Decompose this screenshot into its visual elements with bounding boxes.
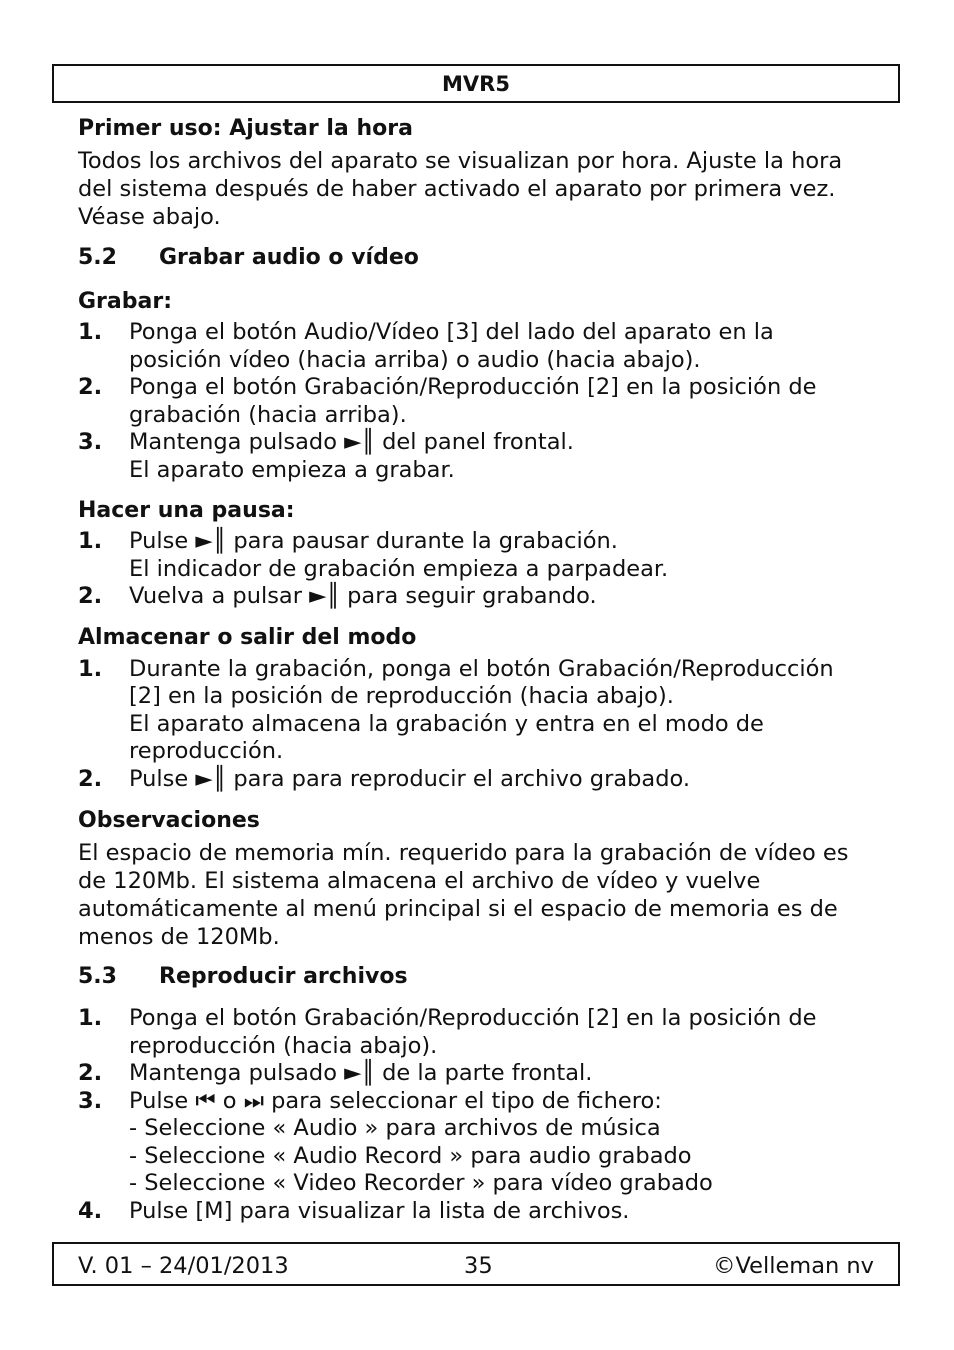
list-number: 4. [78,1197,103,1224]
list-item [78,319,878,374]
observaciones-paragraph [78,839,878,951]
section-number: 5.2 [78,245,117,270]
list-number: 3. [78,1087,103,1114]
reproducir-list [78,1005,878,1225]
list-text: Pulse ⏮ o ⏭ para seleccionar el tipo de fichero: [129,1087,662,1114]
pausa-list [78,528,878,611]
list-text: Mantenga pulsado ►║ de la parte frontal. [129,1060,593,1086]
section-5-3-heading [78,963,878,991]
paragraph-line: automáticamente al menú principal si el espacio de memoria es de [78,896,838,922]
paragraph-line: Véase abajo. [78,204,221,230]
list-item [78,1198,878,1226]
list-item [78,656,878,766]
list-number: 2. [78,1060,103,1086]
list-item [78,429,878,484]
footer-copyright: ©Velleman nv [712,1253,874,1279]
list-text: Ponga el botón Audio/Vídeo [3] del lado del aparato en la [129,319,774,345]
list-number: 1. [78,319,103,345]
grabar-heading: Grabar: [78,289,172,314]
list-text: Ponga el botón Grabación/Reproducción [2] en la posición de [129,1005,817,1031]
list-item [78,1088,878,1198]
header-box [52,64,900,103]
pausa-heading: Hacer una pausa: [78,498,295,523]
list-number: 2. [78,765,103,792]
almacenar-list [78,656,878,794]
footer-version: V. 01 – 24/01/2013 [78,1253,289,1279]
list-text: El indicador de grabación empieza a parpadear. [129,555,669,582]
paragraph-line: menos de 120Mb. [78,924,280,950]
list-number: 2. [78,374,103,400]
list-item [78,766,878,794]
list-text: grabación (hacia arriba). [129,401,407,428]
list-number: 1. [78,528,103,554]
list-text: Durante la grabación, ponga el botón Grabación/Reproducción [129,655,834,682]
list-text: reproducción (hacia abajo). [129,1032,438,1059]
paragraph-line: Todos los archivos del aparato se visualizan por hora. Ajuste la hora [78,148,843,174]
list-number: 1. [78,1005,103,1031]
almacenar-heading: Almacenar o salir del modo [78,624,417,650]
list-text: reproducción. [129,738,284,764]
primer-uso-paragraph [78,147,878,231]
page-number: 35 [464,1253,493,1279]
list-item [78,583,878,611]
section-title: Reproducir archivos [159,964,408,989]
list-item [78,1060,878,1088]
document-title: MVR5 [442,71,510,96]
list-text: El aparato empieza a grabar. [129,456,455,483]
list-text: Pulse ►║ para para reproducir el archivo grabado. [129,765,690,792]
footer-box [52,1242,900,1286]
list-item [78,374,878,429]
observaciones-heading: Observaciones [78,808,260,833]
list-text: Vuelva a pulsar ►║ para seguir grabando. [129,583,597,609]
list-text: posición vídeo (hacia arriba) o audio (hacia abajo). [129,346,701,373]
list-item [78,1005,878,1060]
list-number: 3. [78,429,103,455]
list-text: - Seleccione « Audio » para archivos de música [129,1115,661,1141]
list-text: - Seleccione « Audio Record » para audio grabado [129,1142,692,1169]
grabar-list [78,319,878,484]
section-5-2-heading [78,244,878,272]
list-text: [2] en la posición de reproducción (hacia abajo). [129,683,674,709]
list-text: Pulse ►║ para pausar durante la grabación. [129,528,618,554]
paragraph-line: del sistema después de haber activado el aparato por primera vez. [78,176,836,202]
paragraph-line: de 120Mb. El sistema almacena el archivo de vídeo y vuelve [78,868,761,894]
section-number: 5.3 [78,964,117,989]
list-item [78,528,878,583]
section-title: Grabar audio o vídeo [159,245,419,270]
list-text: Ponga el botón Grabación/Reproducción [2] en la posición de [129,374,817,400]
primer-uso-heading: Primer uso: Ajustar la hora [78,116,413,141]
list-number: 1. [78,655,103,682]
list-text: Mantenga pulsado ►║ del panel frontal. [129,429,574,455]
list-text: - Seleccione « Video Recorder » para vídeo grabado [129,1170,713,1196]
page-content [78,115,878,1225]
paragraph-line: El espacio de memoria mín. requerido para la grabación de vídeo es [78,840,849,866]
list-number: 2. [78,583,103,609]
list-text: Pulse [M] para visualizar la lista de archivos. [129,1197,630,1224]
list-text: El aparato almacena la grabación y entra en el modo de [129,710,764,737]
